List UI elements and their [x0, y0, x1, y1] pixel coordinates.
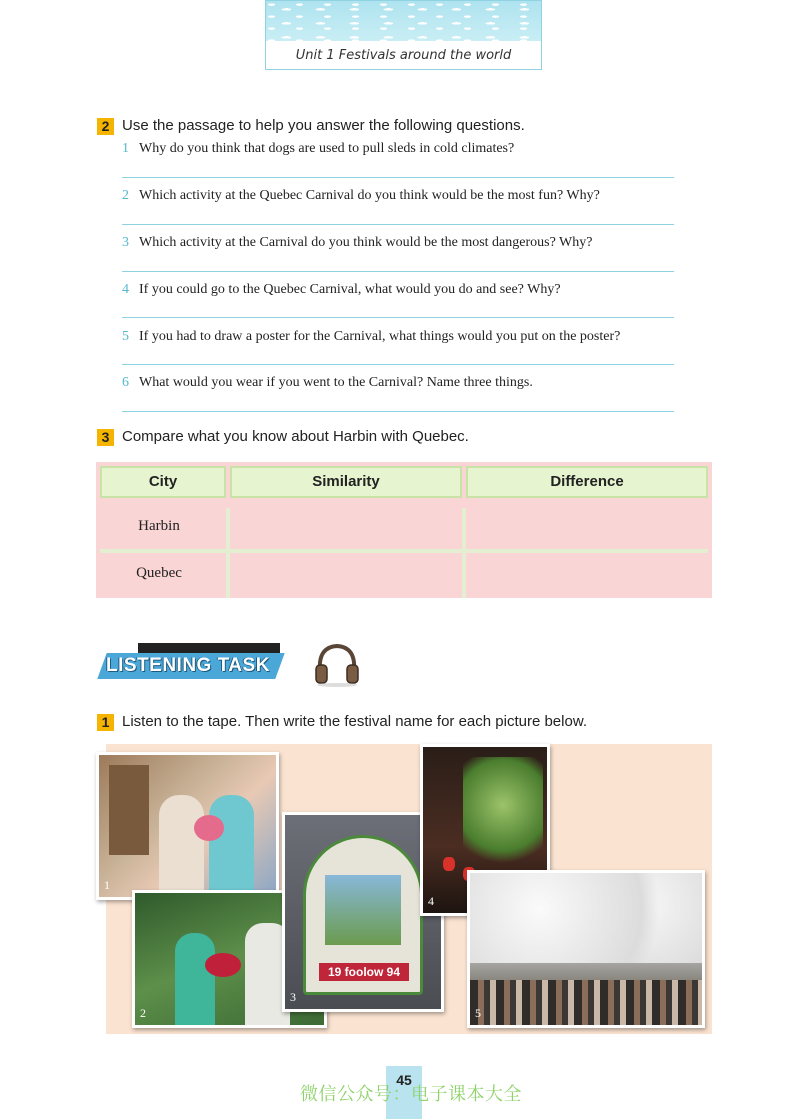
answer-line-6[interactable] [122, 411, 674, 412]
answer-line-3[interactable] [122, 271, 674, 272]
row-divider [100, 549, 708, 553]
answer-line-1[interactable] [122, 177, 674, 178]
row-city-harbin: Harbin [138, 518, 180, 534]
photo-number-5: 5 [475, 1006, 481, 1020]
answer-line-4[interactable] [122, 317, 674, 318]
photo-number-4: 4 [428, 894, 434, 908]
unit-header-band [265, 0, 542, 70]
answer-line-5[interactable] [122, 364, 674, 365]
question-4: 4 If you could go to the Quebec Carnival, what would you do and see? Why? [122, 282, 561, 297]
cell-quebec-difference[interactable] [466, 554, 708, 594]
listening-task-label: LISTENING TASK [106, 655, 270, 676]
question-5: 5 If you had to draw a poster for the Carnival, what things would you put on the poster? [122, 329, 621, 344]
section-2-number: 2 [97, 118, 114, 135]
cell-harbin-difference[interactable] [466, 508, 708, 548]
photo-number-3: 3 [290, 990, 296, 1004]
section-2-title: Use the passage to help you answer the following questions. [122, 117, 525, 134]
question-2: 2 Which activity at the Quebec Carnival do you think would be the most fun? Why? [122, 188, 600, 203]
cell-quebec-similarity[interactable] [230, 554, 462, 594]
section-3-number: 3 [97, 429, 114, 446]
listening-task-banner [96, 643, 286, 683]
row-city-quebec: Quebec [136, 565, 182, 581]
listening-task-number: 1 [97, 714, 114, 731]
unit-title: Unit 1 Festivals around the world [295, 48, 512, 63]
wechat-footer-text: 微信公众号：电子课本大全 [300, 1084, 522, 1104]
cell-harbin-similarity[interactable] [230, 508, 462, 548]
comparison-table [96, 462, 712, 598]
listening-task-title: Listen to the tape. Then write the festival name for each picture below. [122, 713, 587, 730]
page-number: 45 [386, 1066, 422, 1119]
column-header-city: City [100, 466, 226, 498]
question-6: 6 What would you wear if you went to the Carnival? Name three things. [122, 375, 533, 390]
photo-mothers-day [96, 752, 279, 900]
section-3-title: Compare what you know about Harbin with Quebec. [122, 428, 469, 445]
question-3: 3 Which activity at the Carnival do you think would be the most dangerous? Why? [122, 235, 593, 250]
photo-number-1: 1 [104, 878, 110, 892]
poster-text: 19 foolow 94 [319, 963, 409, 981]
answer-line-2[interactable] [122, 224, 674, 225]
header-pattern [266, 1, 541, 41]
photo-cherry-blossom [467, 870, 705, 1028]
headphones-icon [312, 641, 362, 687]
column-header-difference: Difference [466, 466, 708, 498]
question-1: 1 Why do you think that dogs are used to pull sleds in cold climates? [122, 141, 515, 156]
column-header-similarity: Similarity [230, 466, 462, 498]
photo-number-2: 2 [140, 1006, 146, 1020]
